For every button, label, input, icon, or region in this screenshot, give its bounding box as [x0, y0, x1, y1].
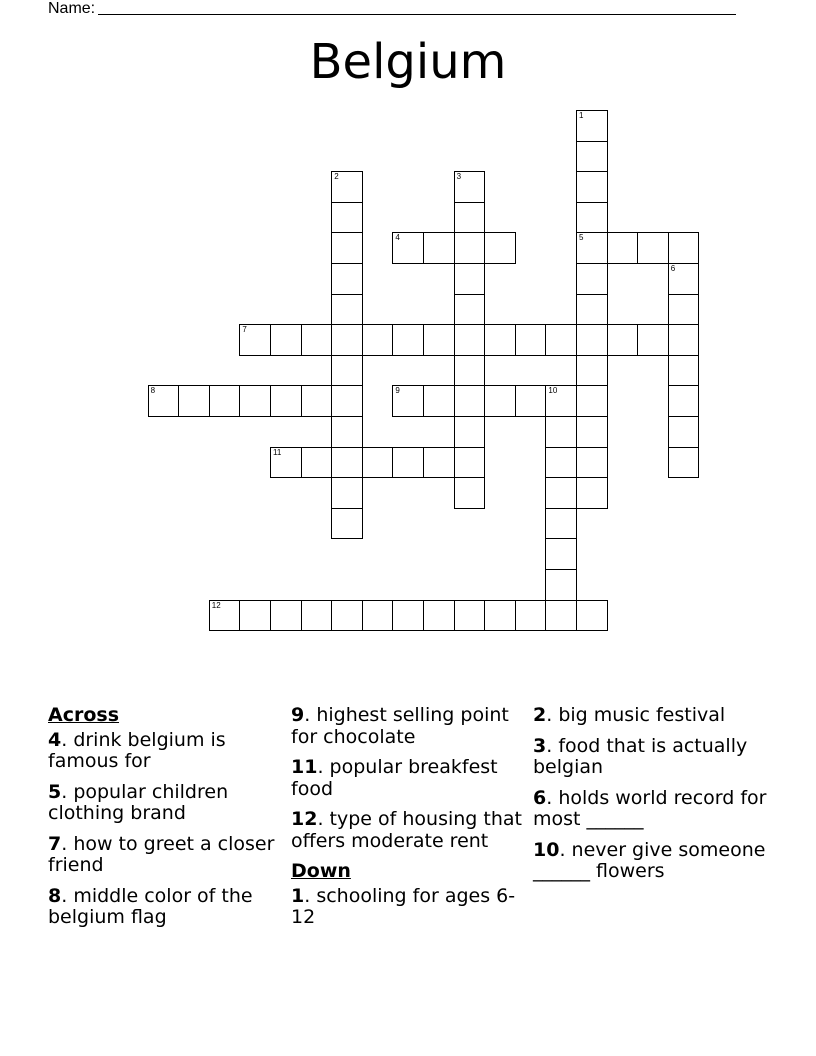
- cell-number: 10: [548, 386, 558, 396]
- clue-number: 8: [48, 884, 62, 907]
- crossword-cell[interactable]: [545, 600, 577, 632]
- crossword-cell[interactable]: [545, 477, 577, 509]
- across-heading: Across: [48, 704, 120, 726]
- crossword-cell[interactable]: [392, 232, 424, 264]
- crossword-cell[interactable]: [331, 447, 363, 479]
- crossword-cell[interactable]: [515, 324, 547, 356]
- crossword-cell[interactable]: [484, 385, 516, 417]
- crossword-cell[interactable]: [515, 385, 547, 417]
- crossword-cell[interactable]: [545, 569, 577, 601]
- crossword-cell[interactable]: [668, 447, 700, 479]
- clue-number: 12: [291, 808, 318, 830]
- crossword-cell[interactable]: [331, 294, 363, 326]
- clue-item: [48, 886, 288, 929]
- crossword-cell[interactable]: [362, 324, 394, 356]
- clue-item: [533, 788, 773, 831]
- crossword-cell[interactable]: [484, 232, 516, 264]
- cell-number: 5: [579, 233, 584, 243]
- crossword-cell[interactable]: [239, 385, 271, 417]
- clue-text: . how to greet a closer friend: [48, 832, 275, 876]
- crossword-cell[interactable]: [637, 232, 669, 264]
- crossword-cell[interactable]: [331, 202, 363, 234]
- crossword-cell[interactable]: [576, 171, 608, 203]
- crossword-cell[interactable]: [454, 477, 486, 509]
- crossword-cell[interactable]: [423, 324, 455, 356]
- clue-text: . food that is actually belgian: [533, 734, 748, 778]
- crossword-cell[interactable]: [301, 324, 333, 356]
- clue-number: 5: [48, 780, 62, 803]
- name-label: Name:: [48, 0, 96, 17]
- crossword-cell[interactable]: [454, 294, 486, 326]
- clue-item: [291, 757, 531, 800]
- crossword-cell[interactable]: [515, 600, 547, 632]
- crossword-cell[interactable]: [545, 324, 577, 356]
- crossword-cell[interactable]: [668, 355, 700, 387]
- crossword-cell[interactable]: [576, 324, 608, 356]
- crossword-cell[interactable]: [423, 232, 455, 264]
- crossword-cell[interactable]: [545, 508, 577, 540]
- crossword-cell[interactable]: [301, 385, 333, 417]
- clue-number: 7: [48, 832, 62, 855]
- crossword-cell[interactable]: [607, 232, 639, 264]
- crossword-cell[interactable]: [178, 385, 210, 417]
- crossword-cell[interactable]: [576, 263, 608, 295]
- cell-number: 9: [395, 386, 400, 396]
- clue-number: 1: [291, 884, 305, 907]
- clue-text: . popular breakfest food: [291, 756, 498, 800]
- crossword-cell[interactable]: [545, 538, 577, 570]
- crossword-cell[interactable]: [607, 324, 639, 356]
- clue-number: 2: [533, 704, 547, 726]
- crossword-cell[interactable]: [484, 324, 516, 356]
- clue-item: [533, 736, 773, 779]
- crossword-cell[interactable]: [668, 232, 700, 264]
- crossword-cell[interactable]: [454, 263, 486, 295]
- clue-column-3: [533, 705, 773, 892]
- crossword-cell[interactable]: [392, 385, 424, 417]
- crossword-cell[interactable]: [392, 324, 424, 356]
- crossword-cell[interactable]: [331, 508, 363, 540]
- clue-text: . never give someone ______ flowers: [533, 838, 766, 882]
- crossword-cell[interactable]: [392, 600, 424, 632]
- clue-column-2: [291, 705, 531, 938]
- cell-number: 11: [273, 447, 282, 457]
- clue-text: . highest selling point for chocolate: [291, 704, 509, 748]
- crossword-cell[interactable]: [454, 600, 486, 632]
- cell-number: 8: [150, 386, 156, 396]
- crossword-cell[interactable]: [454, 416, 486, 448]
- crossword-cell[interactable]: [423, 447, 455, 479]
- crossword-cell[interactable]: [148, 385, 180, 417]
- clue-number: 10: [533, 838, 560, 861]
- cell-number: 3: [456, 172, 462, 182]
- clue-item: [291, 886, 531, 929]
- crossword-cell[interactable]: [209, 600, 241, 632]
- clue-text: . big music festival: [546, 704, 726, 726]
- clue-item: [533, 705, 773, 727]
- crossword-cell[interactable]: [331, 416, 363, 448]
- crossword-cell[interactable]: [576, 232, 608, 264]
- crossword-cell[interactable]: [454, 385, 486, 417]
- crossword-cell[interactable]: [484, 600, 516, 632]
- clue-number: 6: [533, 786, 547, 809]
- clue-text: . type of housing that offers moderate rent: [291, 808, 522, 852]
- clue-text: . drink belgium is famous for: [48, 728, 226, 772]
- crossword-cell[interactable]: [270, 324, 302, 356]
- cell-number: 6: [670, 264, 676, 273]
- clue-number: 9: [291, 704, 305, 726]
- clue-number: 3: [533, 734, 547, 757]
- crossword-cell[interactable]: [423, 385, 455, 417]
- clue-item: [291, 809, 531, 852]
- crossword-cell[interactable]: [331, 477, 363, 509]
- crossword-cell[interactable]: [331, 232, 363, 264]
- crossword-cell[interactable]: [668, 294, 700, 326]
- crossword-cell[interactable]: [545, 416, 577, 448]
- crossword-cell[interactable]: [668, 385, 700, 417]
- crossword-cell[interactable]: [331, 600, 363, 632]
- clue-column-1: [48, 705, 288, 938]
- cell-number: 12: [211, 600, 221, 610]
- cell-number: 2: [334, 172, 339, 182]
- clue-text: . popular children clothing brand: [48, 780, 229, 824]
- cell-number: 1: [579, 111, 584, 120]
- crossword-cell[interactable]: [209, 385, 241, 417]
- clue-number: 4: [48, 728, 62, 751]
- crossword-cell[interactable]: [392, 447, 424, 479]
- crossword-cell[interactable]: [331, 385, 363, 417]
- crossword-cell[interactable]: [454, 447, 486, 479]
- crossword-cell[interactable]: [362, 447, 394, 479]
- crossword-cell[interactable]: [454, 232, 486, 264]
- crossword-cell[interactable]: [239, 600, 271, 632]
- down-heading: Down: [291, 860, 351, 882]
- crossword-cell[interactable]: [545, 385, 577, 417]
- crossword-cell[interactable]: [331, 263, 363, 295]
- clue-text: . holds world record for most ______: [533, 786, 767, 830]
- crossword-cell[interactable]: [301, 447, 333, 479]
- crossword-cell[interactable]: [576, 294, 608, 326]
- clue-text: . schooling for ages 6-12: [291, 884, 516, 928]
- crossword-cell[interactable]: [576, 110, 608, 142]
- crossword-cell[interactable]: [454, 355, 486, 387]
- crossword-cell[interactable]: [576, 416, 608, 448]
- clue-item: [533, 840, 773, 883]
- crossword-cell[interactable]: [576, 600, 608, 632]
- crossword-cell[interactable]: [331, 355, 363, 387]
- cell-number: 7: [242, 325, 247, 335]
- crossword-cell[interactable]: [423, 600, 455, 632]
- clue-item: [48, 730, 288, 773]
- crossword-cell[interactable]: [270, 447, 302, 479]
- clue-item: [48, 782, 288, 825]
- crossword-cell[interactable]: [576, 385, 608, 417]
- crossword-cell[interactable]: [576, 355, 608, 387]
- crossword-cell[interactable]: [668, 324, 700, 356]
- crossword-cell[interactable]: [270, 385, 302, 417]
- crossword-cell[interactable]: [576, 477, 608, 509]
- crossword-cell[interactable]: [576, 447, 608, 479]
- crossword-cell[interactable]: [270, 600, 302, 632]
- crossword-cell[interactable]: [545, 447, 577, 479]
- crossword-cell[interactable]: [454, 202, 486, 234]
- crossword-cell[interactable]: [637, 324, 669, 356]
- crossword-cell[interactable]: [331, 171, 363, 203]
- clue-number: 11: [291, 756, 318, 778]
- crossword-cell[interactable]: [668, 263, 700, 295]
- crossword-cell[interactable]: [239, 324, 271, 356]
- page-title: Belgium: [309, 34, 507, 90]
- clue-item: [291, 705, 531, 748]
- clue-item: [48, 834, 288, 877]
- clue-text: . middle color of the belgium flag: [48, 884, 253, 928]
- crossword-cell[interactable]: [331, 324, 363, 356]
- crossword-cell[interactable]: [576, 202, 608, 234]
- crossword-cell[interactable]: [301, 600, 333, 632]
- crossword-cell[interactable]: [668, 416, 700, 448]
- crossword-cell[interactable]: [576, 141, 608, 173]
- crossword-cell[interactable]: [454, 171, 486, 203]
- crossword-cell[interactable]: [362, 600, 394, 632]
- crossword-cell[interactable]: [454, 324, 486, 356]
- cell-number: 4: [395, 233, 400, 243]
